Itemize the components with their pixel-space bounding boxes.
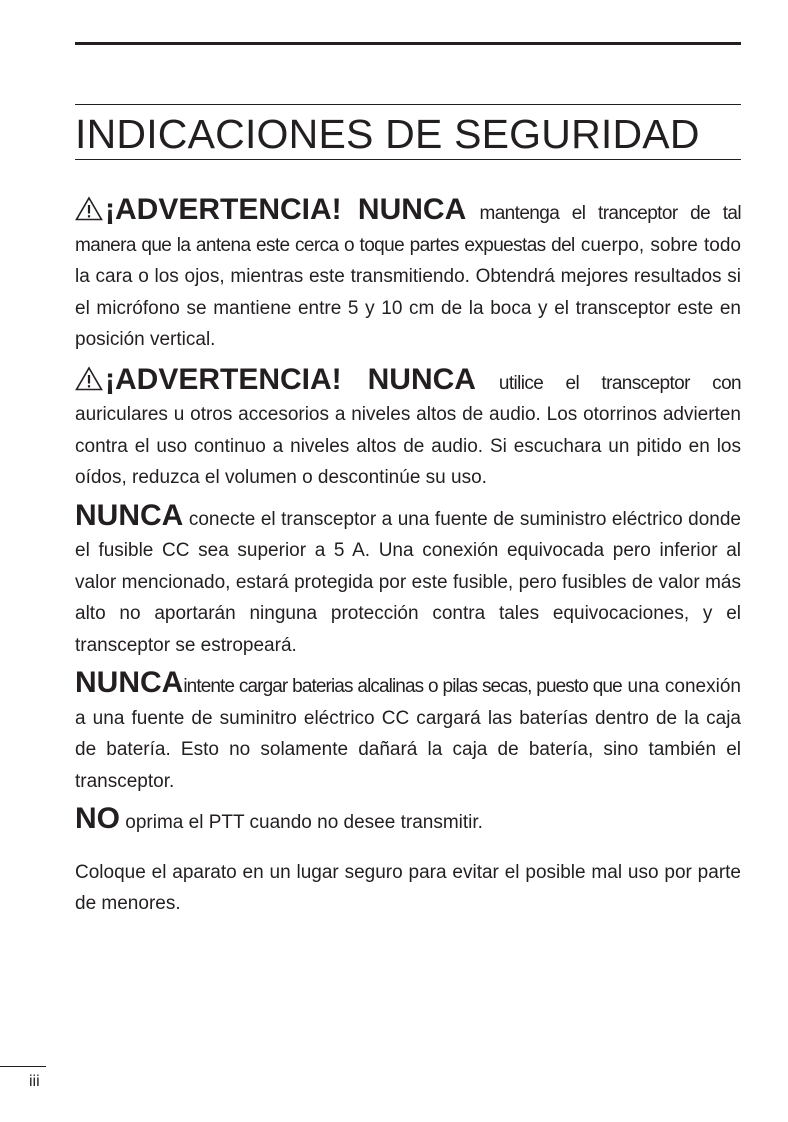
caution-lead: NUNCA — [75, 666, 184, 699]
warning-lead-text: mantenga el tranceptor de tal manera que la antena este cerca o toque partes expuestas del — [75, 203, 741, 256]
page-number: iii — [29, 1073, 40, 1090]
placement-paragraph — [75, 857, 741, 920]
caution-lead-text: intente cargar baterias alcalinas o pilas secas, puesto que — [183, 676, 622, 697]
page-number-rule — [0, 1066, 46, 1067]
title-box — [75, 104, 741, 160]
paragraph-text: conecte el transceptor a una fuente de suministro eléctrico donde el fusible CC sea superior a 5 A. Una conexión equivocada pero inferior al valor mencionado, estará protegida por este fusible, pero fusibles de valor más alto no aportarán ninguna protección contra tales equivocaciones, y el transceptor se estropeará. — [75, 508, 742, 656]
paragraph-text: oprima el PTT cuando no desee transmitir. — [125, 812, 483, 833]
paragraph-text: una conexión a una fuente de suminitro eléctrico CC cargará las baterías dentro de la caja de batería. Esto no solamente dañará la caja de batería, sino también el transceptor. — [75, 676, 741, 792]
warning-paragraph-2 — [75, 362, 742, 494]
warning-triangle-icon — [75, 366, 103, 391]
caution-paragraph-ptt — [75, 802, 741, 839]
safety-content — [75, 193, 742, 920]
warning-lead: ¡ADVERTENCIA! NUNCA — [105, 193, 467, 226]
paragraph-text: Coloque el aparato en un lugar seguro para evitar el posible mal uso por parte de menores. — [75, 861, 741, 914]
paragraph-text: auriculares u otros accesorios a niveles altos de audio. Los otorrinos advierten contra el uso continuo a niveles altos de audio. Si escuchara un pitido en los oídos, reduzca el volumen o descontinúe su uso. — [75, 404, 741, 488]
top-rule — [75, 42, 741, 45]
page-title: INDICACIONES DE SEGURIDAD — [75, 111, 700, 157]
caution-paragraph-fuse — [75, 498, 742, 662]
warning-triangle-icon — [75, 196, 103, 221]
warning-lead-text: utilice el transceptor con — [498, 372, 742, 394]
warning-paragraph-1 — [75, 193, 741, 356]
warning-lead: ¡ADVERTENCIA! NUNCA — [105, 362, 476, 396]
caution-lead: NO — [75, 802, 120, 835]
paragraph-text: cuerpo, sobre todo la cara o los ojos, mientras este transmitiendo. Obtendrá mejores resultados si el micrófono se mantiene entre 5 y 10 cm de la boca y el transceptor este en posición vertical. — [75, 234, 741, 350]
caution-paragraph-batteries — [75, 666, 741, 797]
caution-lead: NUNCA — [75, 498, 184, 532]
